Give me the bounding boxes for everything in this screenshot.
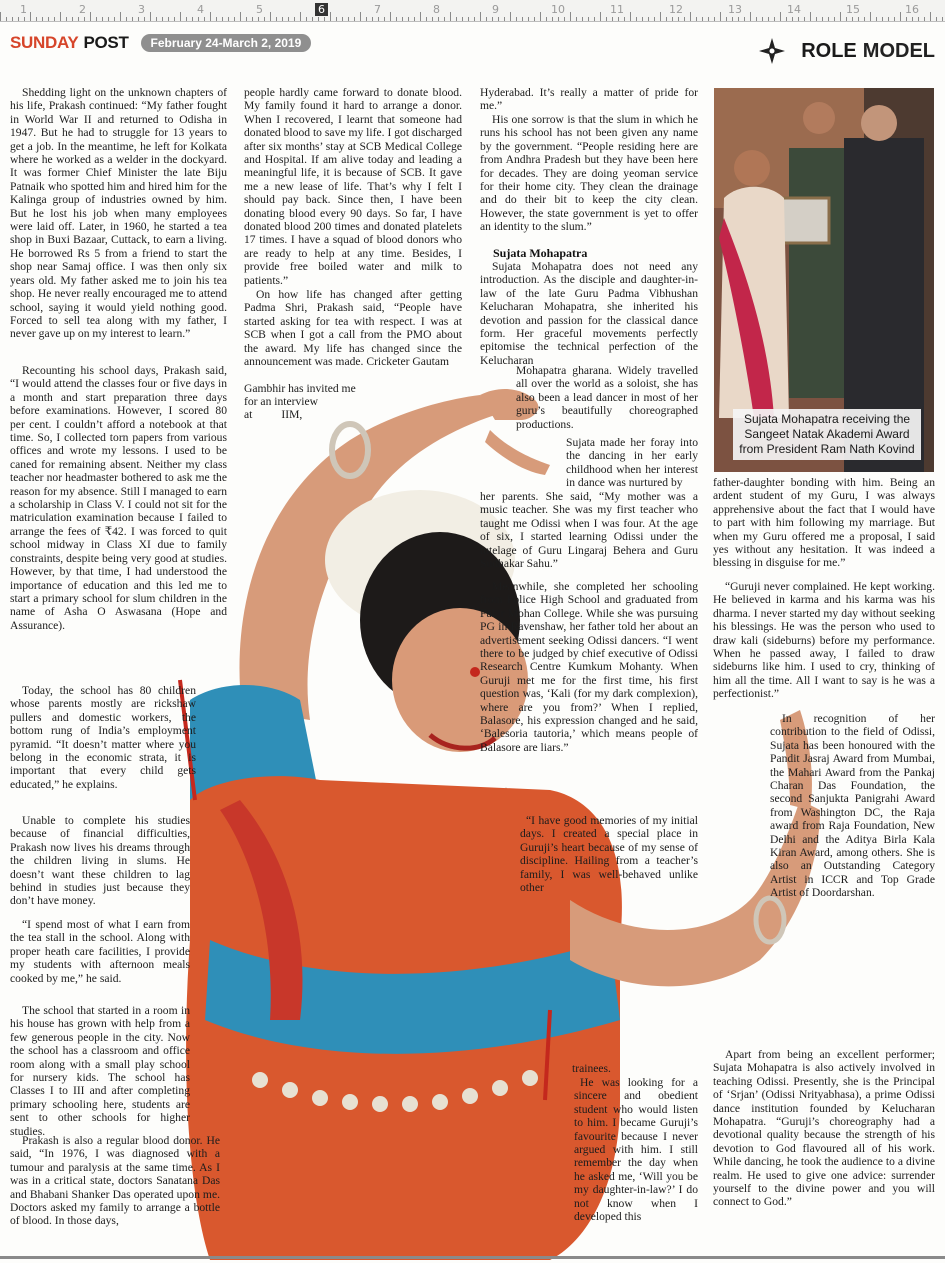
ruler-number: 6	[315, 3, 328, 16]
article-paragraph: His one sorrow is that the slum in which he runs his school has not been given any name by the government. “People residing here are from Andhra Pradesh but they have been here for decades. They are doing yeoman service for their home city. They clean the drainage and do their bit to keep the city clean. However, the state government is yet to offer an identity to the slum.”	[480, 113, 698, 234]
ruler-tick	[480, 12, 481, 21]
ruler-tick	[180, 12, 181, 21]
ruler-tick	[624, 17, 625, 21]
ruler-tick	[588, 17, 589, 21]
brand-name: SUNDAY	[10, 33, 79, 52]
ruler-tick	[216, 17, 217, 21]
ruler-tick	[696, 17, 697, 21]
article-paragraph: In recognition of her contribution to the field of Odissi, Sujata has been honoured with the Pandit Jasraj Award from Mumbai, the Mahari Award from the Pankaj Charan Das Foundation, the second Sanjukta Panigrahi Award from Washington DC, the Raja award from Raja Foundation, New Delhi and the Aditya Birla Kala Kiran Award, among others. She is also an Outstanding Category Artist in ICCR and Top Grade Artist of Doordarshan.	[770, 712, 935, 900]
ruler-tick	[42, 17, 43, 21]
ruler-tick	[342, 17, 343, 21]
ruler-tick	[168, 17, 169, 21]
ruler-tick	[66, 17, 67, 21]
article-paragraph: father-daughter bonding with him. Being an ardent student of my Guru, I was always apprehensive about the fact that I would have to part with him following my marriage. But when my Guru offered me a proposal, I said yes without any hesitation. It was indeed a blessing in disguise for me.”	[713, 476, 935, 570]
ruler-tick	[258, 17, 259, 21]
ruler-number: 12	[669, 3, 683, 16]
article-paragraph: Today, the school has 80 children whose parents mostly are rickshaw pullers and domestic workers, the bottom rung of India’s employment pyramid. “It doesn’t matter where you belong in the economic strata, it is important that every child gets educated,” he explains.	[10, 684, 196, 791]
brand-name-second: POST	[83, 33, 129, 52]
ruler-tick	[762, 17, 763, 21]
article-paragraph: “I spend most of what I earn from the tea stall in the school. Along with proper heath care facilities, I provide my students with afternoon meals cooked by me,” he said.	[10, 918, 190, 985]
ruler-tick	[336, 17, 337, 21]
section-title: ROLE	[801, 39, 857, 62]
ruler-tick	[222, 17, 223, 21]
ruler-tick	[426, 17, 427, 21]
ruler-tick	[186, 17, 187, 21]
ruler-number: 7	[374, 3, 381, 16]
article-paragraph: On how life has changed after getting Padma Shri, Prakash said, “People have started asking for tea with respect. I was at SCB when I got a call from the PMO about the award. My life has changed since the announcement was made. Cricketer Gautam	[244, 288, 462, 369]
ruler-tick	[510, 12, 511, 21]
ruler-tick	[822, 17, 823, 21]
article-paragraph: Shedding light on the unknown chapters of his life, Prakash continued: “My father fought in World War II and returned to Odisha in 1947. But he had to struggle for 13 years to get a job. In the meantime, he left for Kolkata where he worked as a welder in the dockyard. It was former Chief Minister the late Biju Patnaik who spotted him and hired him for the Kalinga group of industries owned by him. But he lost his job when many employees were laid off. Later, in 1960, he started a tea shop in Buxi Bazaar, Cuttack, to earn a living. He borrowed Rs 5 from a friend to start the shop near Samaj office. I was then only six years old. My father asked me to join his tea shop. He never really encouraged me to attend school, saying it would yield nothing good. Forced to sell tea along with my father, I never gave up on my interest to learn.”	[10, 86, 227, 341]
ruler-tick	[108, 17, 109, 21]
ruler-tick	[666, 17, 667, 21]
ruler-tick	[438, 17, 439, 21]
ruler-tick	[396, 17, 397, 21]
issue-date-badge: February 24-March 2, 2019	[141, 34, 312, 52]
ruler-tick	[246, 17, 247, 21]
ruler-tick	[468, 17, 469, 21]
ruler-tick	[852, 17, 853, 21]
ruler-tick	[432, 17, 433, 21]
ruler-tick	[18, 17, 19, 21]
ruler-tick	[612, 17, 613, 21]
ruler-tick	[78, 17, 79, 21]
ruler-tick	[708, 17, 709, 21]
ruler-tick	[672, 17, 673, 21]
page-footer-rule	[0, 1256, 945, 1259]
ruler-tick	[390, 12, 391, 21]
article-paragraph: Sujata made her foray into the dancing in her early childhood when her interest in dance was nurtured by	[566, 436, 698, 490]
ruler-tick	[804, 17, 805, 21]
ruler-tick	[528, 17, 529, 21]
ruler-number: 15	[846, 3, 860, 16]
ruler-tick	[294, 17, 295, 21]
ruler-tick	[654, 17, 655, 21]
ruler-tick	[474, 17, 475, 21]
ruler-tick	[768, 17, 769, 21]
ruler-tick	[444, 17, 445, 21]
ruler-tick	[564, 17, 565, 21]
ruler-tick	[120, 12, 121, 21]
ruler-tick	[138, 17, 139, 21]
ruler-tick	[330, 12, 331, 21]
ruler-number: 14	[787, 3, 801, 16]
ruler-tick	[24, 17, 25, 21]
ruler-tick	[834, 17, 835, 21]
ruler-tick	[534, 17, 535, 21]
article-paragraph: “Guruji never complained. He kept working. He believed in karma and his karma was his dharma. I never started my day without seeking his blessings. He was the person who used to draw kali (sideburns) before my performance. When he passed away, I failed to draw sideburns like him. I used to cry, thinking of him all the time. All I want to say is he was a perfectionist.”	[713, 580, 935, 701]
ruler-tick	[720, 12, 721, 21]
ruler-tick	[888, 17, 889, 21]
ruler-tick	[48, 17, 49, 21]
ruler-tick	[450, 12, 451, 21]
ruler-tick	[774, 17, 775, 21]
article-paragraph: Mohapatra gharana. Widely travelled all over the world as a soloist, she has also been a lead dancer in most of her guru’s beautifully choreographed productions.	[516, 364, 698, 431]
ruler-tick	[660, 12, 661, 21]
ruler-number: 9	[492, 3, 499, 16]
ruler-tick	[846, 17, 847, 21]
ruler-tick	[750, 12, 751, 21]
ruler-tick	[798, 17, 799, 21]
ruler-tick	[906, 17, 907, 21]
ruler-tick	[840, 12, 841, 21]
ruler-tick	[192, 17, 193, 21]
ruler-tick	[786, 17, 787, 21]
article-paragraph: for an interview	[244, 395, 319, 408]
article-paragraph: Unable to complete his studies because of financial difficulties, Prakash now lives his dreams through the children living in slums. He doesn’t want these children to lag behind in studies just because they don’t have money.	[10, 814, 190, 908]
ruler-tick	[198, 17, 199, 21]
article-paragraph: trainees.	[572, 1062, 611, 1075]
ruler-tick	[228, 17, 229, 21]
ruler-tick	[378, 17, 379, 21]
ruler-tick	[816, 17, 817, 21]
ruler-tick	[684, 17, 685, 21]
article-paragraph: her parents. She said, “My mother was a music teacher. She was my first teacher who taught me Odissi when I was four. At the age of six, I started learning Odissi under the tutelage of Guru Lingaraj Behera and Guru Sudhakar Sahu.”	[480, 490, 698, 571]
compass-star-icon	[759, 38, 785, 64]
ruler-tick	[486, 17, 487, 21]
ruler-tick	[648, 17, 649, 21]
ruler-tick	[726, 17, 727, 21]
ruler-tick	[72, 17, 73, 21]
ruler-tick	[60, 12, 61, 21]
ruler-tick	[690, 12, 691, 21]
section-header	[759, 38, 935, 64]
ruler-tick	[354, 17, 355, 21]
ruler-tick	[600, 12, 601, 21]
ruler-tick	[252, 17, 253, 21]
ruler-tick	[516, 17, 517, 21]
ruler-tick	[522, 17, 523, 21]
ruler-number: 3	[138, 3, 145, 16]
subheading: Sujata Mohapatra	[493, 246, 588, 260]
ruler-number: 10	[551, 3, 565, 16]
ruler-tick	[546, 17, 547, 21]
ruler-tick	[594, 17, 595, 21]
ruler-tick	[132, 17, 133, 21]
ruler-tick	[240, 12, 241, 21]
ruler-tick	[492, 17, 493, 21]
ruler-tick	[570, 12, 571, 21]
ruler-number: 11	[610, 3, 624, 16]
ruler-tick	[300, 12, 301, 21]
ruler-number: 2	[79, 3, 86, 16]
ruler-tick	[558, 17, 559, 21]
ruler-tick	[858, 17, 859, 21]
ruler-tick	[942, 17, 943, 21]
article-paragraph: Sujata Mohapatra does not need any introduction. As the disciple and daughter-in-law of the late Guru Padma Vibhushan Kelucharan Mohapatra, she inherited his devotion and passion for the classical dance form. Her graceful movements perfectly epitomise the technical perfection of the Kelucharan	[480, 260, 698, 367]
ruler-number: 4	[197, 3, 204, 16]
ruler-tick	[204, 17, 205, 21]
ruler-tick	[714, 17, 715, 21]
ruler-tick	[678, 17, 679, 21]
ruler-tick	[744, 17, 745, 21]
ruler-tick	[780, 12, 781, 21]
ruler-tick	[54, 17, 55, 21]
article-paragraph: He was looking for a sincere and obedient student who would listen to him. I became Guruji’s favourite because I never argued with him. I still remember the day when he asked me, ‘Will you be my daughter-in-law?’ I do not know when I developed this	[574, 1076, 698, 1224]
ruler-tick	[636, 17, 637, 21]
ruler-number: 8	[433, 3, 440, 16]
ruler-tick	[360, 12, 361, 21]
ruler-tick	[384, 17, 385, 21]
ruler-tick	[102, 17, 103, 21]
ruler-tick	[870, 12, 871, 21]
ruler-tick	[606, 17, 607, 21]
ruler-number: 5	[256, 3, 263, 16]
page-ruler	[0, 0, 945, 22]
ruler-tick	[582, 17, 583, 21]
ruler-tick	[282, 17, 283, 21]
article-paragraph: Recounting his school days, Prakash said, “I would attend the classes four or five days in a month and start preparation three days before examinations. However, I scored 80 per cent. I couldn’t afford a notebook at that time. So, I collected torn papers from various offices and wrote my lessons. I used to be caned for remaining absent. Neither my class teacher nor headmaster bothered to ask me the reason for my absence. Still I managed to earn a scholarship in Class V. I could not sit for the matriculation examination because I failed to arrange the fees of ₹42. I was forced to quit school midway in Class XI due to family constraints, despite being very good at studies. However, by that time, I had understood the importance of education and this led me to start a primary school for slum children in the name of Asha O Aswasana (Hope and Assurance).	[10, 364, 227, 632]
ruler-number: 1	[20, 3, 27, 16]
ruler-tick	[306, 17, 307, 21]
ruler-tick	[162, 17, 163, 21]
article-paragraph: “I have good memories of my initial days. I created a special place in Guruji’s heart because of my sense of discipline. Hailing from a teacher’s family, I was well-behaved unlike other	[520, 814, 698, 895]
ruler-tick	[900, 12, 901, 21]
ruler-tick	[264, 17, 265, 21]
ruler-number: 13	[728, 3, 742, 16]
ruler-tick	[408, 17, 409, 21]
ruler-tick	[894, 17, 895, 21]
ruler-tick	[372, 17, 373, 21]
article-paragraph: Gambhir has invited me	[244, 382, 356, 395]
ruler-tick	[174, 17, 175, 21]
ruler-tick	[0, 12, 1, 21]
ruler-tick	[156, 17, 157, 21]
ruler-tick	[912, 17, 913, 21]
article-paragraph: Meanwhile, she completed her schooling from Police High School and graduated from Fakir Mohan College. While she was pursuing PG in Ravenshaw, her father told her about an advertisement seeking Odissi dancers. “I went there to be judged by chief executive of Odissi Research Centre Kumkum Mohanty. When Guruji met me for the first time, his first question was, ‘Kali (for my dark complexion), where are you from?’ When I replied, Balasore, his expression changed and he said, ‘Balesoria tautoria,’ which means people of Balasore are liars.”	[480, 580, 698, 754]
ruler-tick	[144, 17, 145, 21]
ruler-tick	[882, 17, 883, 21]
article-paragraph: Apart from being an excellent performer; Sujata Mohapatra is also actively involved in teaching Odissi. Presently, she is the Principal of ‘Srjan’ (Odissi Nrityabhasa), a prime Odissi dance institution founded by Kelucharan Mohapatra. “Guruji’s choreography had a devotional quality because the strength of his devotion to God flavoured all of his work. While dancing, he took the audience to a divine realm. He used to give one advice: surrender yourself to the divine power and you will connect to God.”	[713, 1048, 935, 1209]
ruler-tick	[114, 17, 115, 21]
ruler-tick	[210, 12, 211, 21]
ruler-tick	[876, 17, 877, 21]
article-paragraph: Prakash is also a regular blood donor. He said, “In 1976, I was diagnosed with a tumour and paralysis at the same time. As I was in a critical state, doctors Sanatana Das and Bhabani Shanker Das operated upon me. Doctors asked my family to arrange a bottle of blood. In those days,	[10, 1134, 220, 1228]
ruler-tick	[552, 17, 553, 21]
ruler-tick	[462, 17, 463, 21]
ruler-tick	[150, 12, 151, 21]
article-paragraph: at IIM,	[244, 408, 303, 421]
ruler-tick	[12, 17, 13, 21]
article-paragraph: The school that started in a room in his house has grown with help from a few generous people in the city. Now the school has a classroom and office room along with a small play school for nursery kids. The school has Classes I to III and after completing primary schooling here, students are sent to other schools for higher studies.	[10, 1004, 190, 1138]
ruler-tick	[96, 17, 97, 21]
ruler-tick	[318, 17, 319, 21]
ruler-tick	[732, 17, 733, 21]
ruler-tick	[348, 17, 349, 21]
ruler-tick	[828, 17, 829, 21]
ruler-tick	[90, 12, 91, 21]
ruler-tick	[84, 17, 85, 21]
section-title-second: MODEL	[862, 39, 935, 62]
ruler-tick	[702, 17, 703, 21]
ruler-tick	[270, 12, 271, 21]
ruler-tick	[738, 17, 739, 21]
ruler-tick	[936, 17, 937, 21]
ruler-tick	[288, 17, 289, 21]
ruler-tick	[864, 17, 865, 21]
ruler-tick	[126, 17, 127, 21]
ruler-tick	[402, 17, 403, 21]
ruler-tick	[36, 17, 37, 21]
ruler-tick	[756, 17, 757, 21]
ruler-tick	[30, 12, 31, 21]
ruler-tick	[6, 17, 7, 21]
ruler-tick	[792, 17, 793, 21]
article-paragraph: Hyderabad. It’s really a matter of pride for me.”	[480, 86, 698, 113]
ruler-tick	[504, 17, 505, 21]
ruler-tick	[630, 12, 631, 21]
ruler-tick	[456, 17, 457, 21]
ruler-tick	[420, 12, 421, 21]
ruler-tick	[618, 17, 619, 21]
ruler-tick	[810, 12, 811, 21]
ruler-tick	[324, 17, 325, 21]
ruler-tick	[930, 12, 931, 21]
ruler-tick	[642, 17, 643, 21]
photo-caption: Sujata Mohapatra receiving the Sangeet Natak Akademi Award from President Ram Nath Kovind	[733, 409, 921, 460]
ruler-tick	[414, 17, 415, 21]
article-paragraph: people hardly came forward to donate blood. My family found it hard to arrange a donor. When I recovered, I learnt that someone had donated blood to save my life. I got discharged after six months’ stay at SCB Medical College and Hospital. If am alive today and leading a meaningful life, it is because of SCB. It gave me a new lease of life. That’s why I felt I should pay back. Since then, I have been donating blood every 90 days. So far, I have donated blood 200 times and donated platelets 17 times. I have a squad of blood donors who are ready to help at any time. Besides, I provide free boiled water and milk to patients.”	[244, 86, 462, 287]
masthead	[10, 33, 311, 53]
ruler-number: 16	[905, 3, 919, 16]
ruler-tick	[540, 12, 541, 21]
ruler-tick	[234, 17, 235, 21]
ruler-tick	[498, 17, 499, 21]
ruler-tick	[276, 17, 277, 21]
ruler-tick	[924, 17, 925, 21]
ruler-tick	[366, 17, 367, 21]
ruler-tick	[576, 17, 577, 21]
ruler-tick	[312, 17, 313, 21]
ruler-tick	[918, 17, 919, 21]
